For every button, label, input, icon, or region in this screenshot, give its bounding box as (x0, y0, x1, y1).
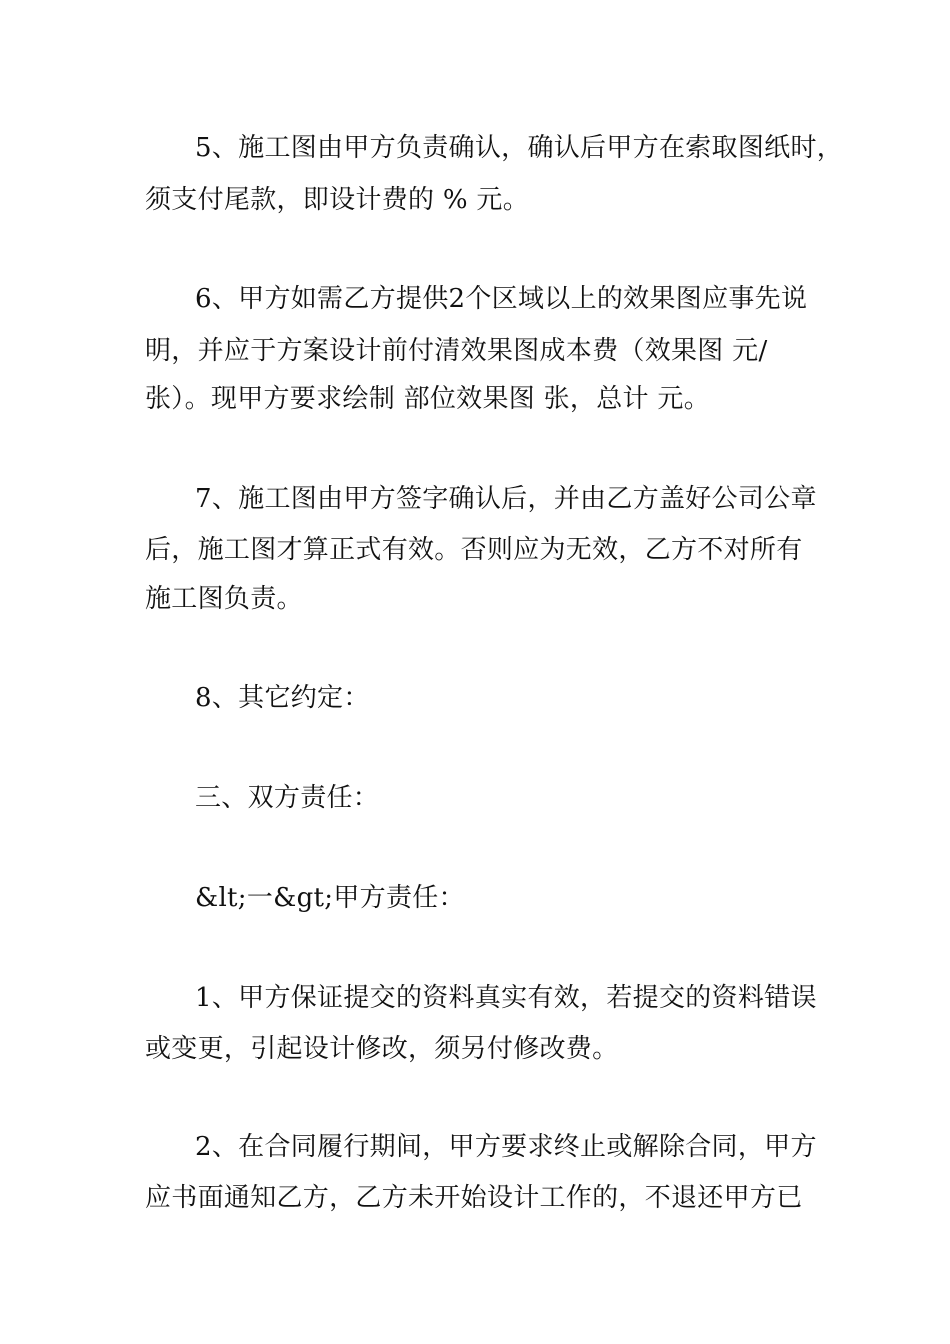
paragraph-7-line-1: 7、施工图由甲方签字确认后，并由乙方盖好公司公章 (195, 484, 817, 514)
paragraph-7-line-3: 施工图负责。 (145, 584, 303, 614)
paragraph-7-line-2: 后，施工图才算正式有效。否则应为无效，乙方不对所有 (145, 535, 803, 565)
paragraph-8-line-1: 8、其它约定： (195, 683, 370, 713)
item-a2-line-2: 应书面通知乙方，乙方未开始设计工作的，不退还甲方已 (145, 1183, 803, 1213)
party-a-heading: &lt;一&gt;甲方责任： (195, 883, 465, 913)
item-a1-line-1: 1、甲方保证提交的资料真实有效，若提交的资料错误 (195, 983, 817, 1013)
paragraph-6-line-3: 张）。现甲方要求绘制 部位效果图 张，总计 元。 (145, 384, 710, 414)
section-3-heading: 三、双方责任： (195, 783, 380, 813)
paragraph-5-line-2: 须支付尾款，即设计费的 % 元。 (145, 185, 530, 215)
item-a1-line-2: 或变更，引起设计修改，须另付修改费。 (145, 1034, 619, 1064)
paragraph-6-line-1: 6、甲方如需乙方提供2个区域以上的效果图应事先说 (195, 284, 808, 314)
paragraph-5-line-1: 5、施工图由甲方负责确认，确认后甲方在索取图纸时， (195, 133, 844, 163)
paragraph-6-line-2: 明，并应于方案设计前付清效果图成本费（效果图 元/ (145, 336, 768, 366)
item-a2-line-1: 2、在合同履行期间，甲方要求终止或解除合同，甲方 (195, 1132, 817, 1162)
